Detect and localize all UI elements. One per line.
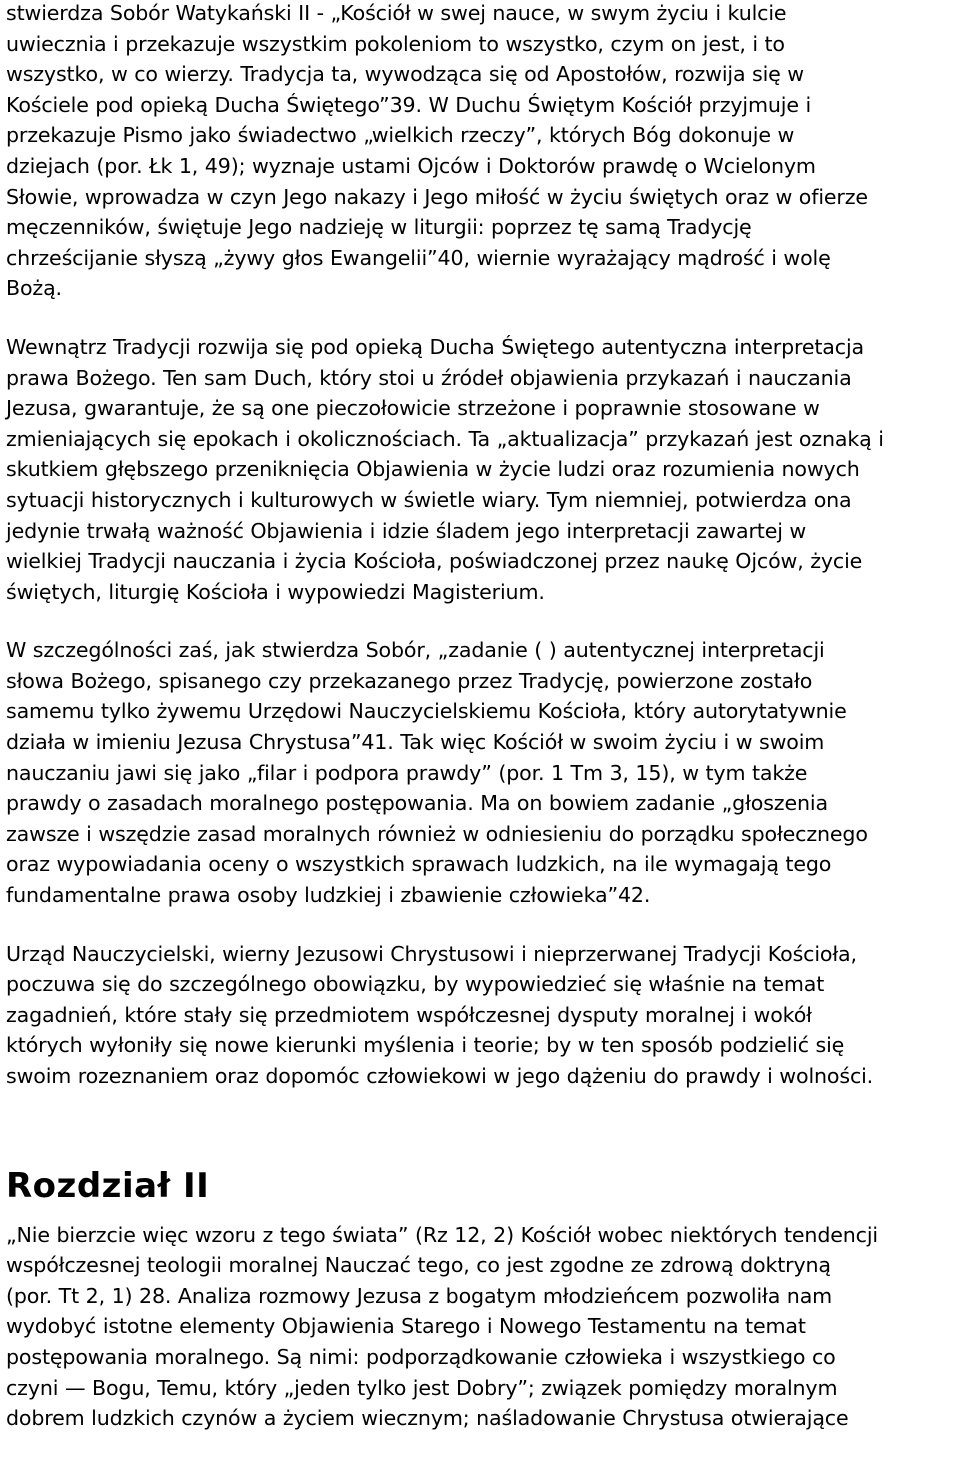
chapter-paragraph [6, 1220, 954, 1434]
text-line: dziejach (por. Łk 1, 49); wyznaje ustami Ojców i Doktorów prawdę o Wcielonym [6, 153, 816, 178]
text-line: „Nie bierzcie więc wzoru z tego świata” (Rz 12, 2) Kościół wobec niektórych tendencji [6, 1222, 878, 1247]
text-line: wydobyć istotne elementy Objawienia Starego i Nowego Testamentu na temat [6, 1314, 806, 1339]
text-line: oraz wypowiadania oceny o wszystkich sprawach ludzkich, na ile wymagają tego [6, 852, 832, 877]
text-line: dobrem ludzkich czynów a życiem wiecznym; naśladowanie Chrystusa otwierające [6, 1406, 849, 1431]
text-line: współczesnej teologii moralnej Nauczać tego, co jest zgodne ze zdrową doktryną [6, 1253, 831, 1278]
paragraph-2 [6, 332, 954, 607]
paragraph-3 [6, 635, 954, 910]
text-line: jedynie trwałą ważność Objawienia i idzie śladem jego interpretacji zawartej w [6, 518, 807, 543]
text-line: Słowie, wprowadza w czyn Jego nakazy i Jego miłość w życiu świętych oraz w ofierze [6, 184, 868, 209]
text-line: Urząd Nauczycielski, wierny Jezusowi Chrystusowi i nieprzerwanej Tradycji Kościoła, [6, 941, 857, 966]
text-line: (por. Tt 2, 1) 28. Analiza rozmowy Jezusa z bogatym młodzieńcem pozwoliła nam [6, 1283, 833, 1308]
text-line: chrześcijanie słyszą „żywy głos Ewangelii”40, wiernie wyrażający mądrość i wolę [6, 245, 831, 270]
text-line: nauczaniu jawi się jako „filar i podpora prawdy” (por. 1 Tm 3, 15), w tym także [6, 760, 808, 785]
text-line: Kościele pod opieką Ducha Świętego”39. W Duchu Świętym Kościół przyjmuje i [6, 92, 812, 117]
text-line: czyni — Bogu, Temu, który „jeden tylko jest Dobry”; związek pomiędzy moralnym [6, 1375, 838, 1400]
text-line: przekazuje Pismo jako świadectwo „wielkich rzeczy”, których Bóg dokonuje w [6, 123, 795, 148]
text-line: Jezusa, gwarantuje, że są one pieczołowicie strzeżone i poprawnie stosowane w [6, 396, 820, 421]
text-line: Wewnątrz Tradycji rozwija się pod opieką Ducha Świętego autentyczna interpretacja [6, 334, 864, 359]
text-line: zawsze i wszędzie zasad moralnych również w odniesieniu do porządku społecznego [6, 821, 868, 846]
text-line: W szczególności zaś, jak stwierdza Sobór, „zadanie ( ) autentycznej interpretacji [6, 638, 825, 663]
paragraph-1 [6, 0, 954, 304]
text-line: świętych, liturgię Kościoła i wypowiedzi Magisterium. [6, 579, 545, 604]
text-line: stwierdza Sobór Watykański II - „Kościół w swej nauce, w swym życiu i kulcie [6, 1, 787, 25]
text-line: skutkiem głębszego przeniknięcia Objawienia w życie ludzi oraz rozumienia nowych [6, 457, 860, 482]
text-line: działa w imieniu Jezusa Chrystusa”41. Tak więc Kościół w swoim życiu i w swoim [6, 730, 825, 755]
text-line: postępowania moralnego. Są nimi: podporządkowanie człowieka i wszystkiego co [6, 1344, 836, 1369]
text-line: fundamentalne prawa osoby ludzkiej i zbawienie człowieka”42. [6, 883, 651, 908]
text-line: zagadnień, które stały się przedmiotem współczesnej dysputy moralnej i wokół [6, 1002, 812, 1027]
text-line: wielkiej Tradycji nauczania i życia Kościoła, poświadczonej przez naukę Ojców, życie [6, 549, 863, 574]
text-line: prawa Bożego. Ten sam Duch, który stoi u źródeł objawienia przykazań i nauczania [6, 365, 852, 390]
text-line: uwiecznia i przekazuje wszystkim pokoleniom to wszystko, czym on jest, i to [6, 31, 785, 56]
chapter-heading: Rozdział II [6, 1165, 210, 1206]
paragraph-4 [6, 939, 954, 1092]
text-line: męczenników, świętuje Jego nadzieję w liturgii: poprzez tę samą Tradycję [6, 215, 752, 240]
text-line: słowa Bożego, spisanego czy przekazanego przez Tradycję, powierzone zostało [6, 668, 813, 693]
text-line: samemu tylko żywemu Urzędowi Nauczycielskiemu Kościoła, który autorytatywnie [6, 699, 847, 724]
text-line: Bożą. [6, 276, 62, 301]
text-line: sytuacji historycznych i kulturowych w świetle wiary. Tym niemniej, potwierdza ona [6, 487, 852, 512]
text-line: swoim rozeznaniem oraz dopomóc człowiekowi w jego dążeniu do prawdy i wolności. [6, 1064, 874, 1088]
text-line: zmieniających się epokach i okolicznościach. Ta „aktualizacja” przykazań jest oznaką i [6, 426, 884, 451]
text-line: wszystko, w co wierzy. Tradycja ta, wywodząca się od Apostołów, rozwija się w [6, 62, 804, 87]
text-line: poczuwa się do szczególnego obowiązku, by wypowiedzieć się właśnie na temat [6, 972, 825, 997]
text-line: prawdy o zasadach moralnego postępowania. Ma on bowiem zadanie „głoszenia [6, 791, 828, 816]
text-line: których wyłoniły się nowe kierunki myślenia i teorie; by w ten sposób podzielić się [6, 1033, 845, 1058]
